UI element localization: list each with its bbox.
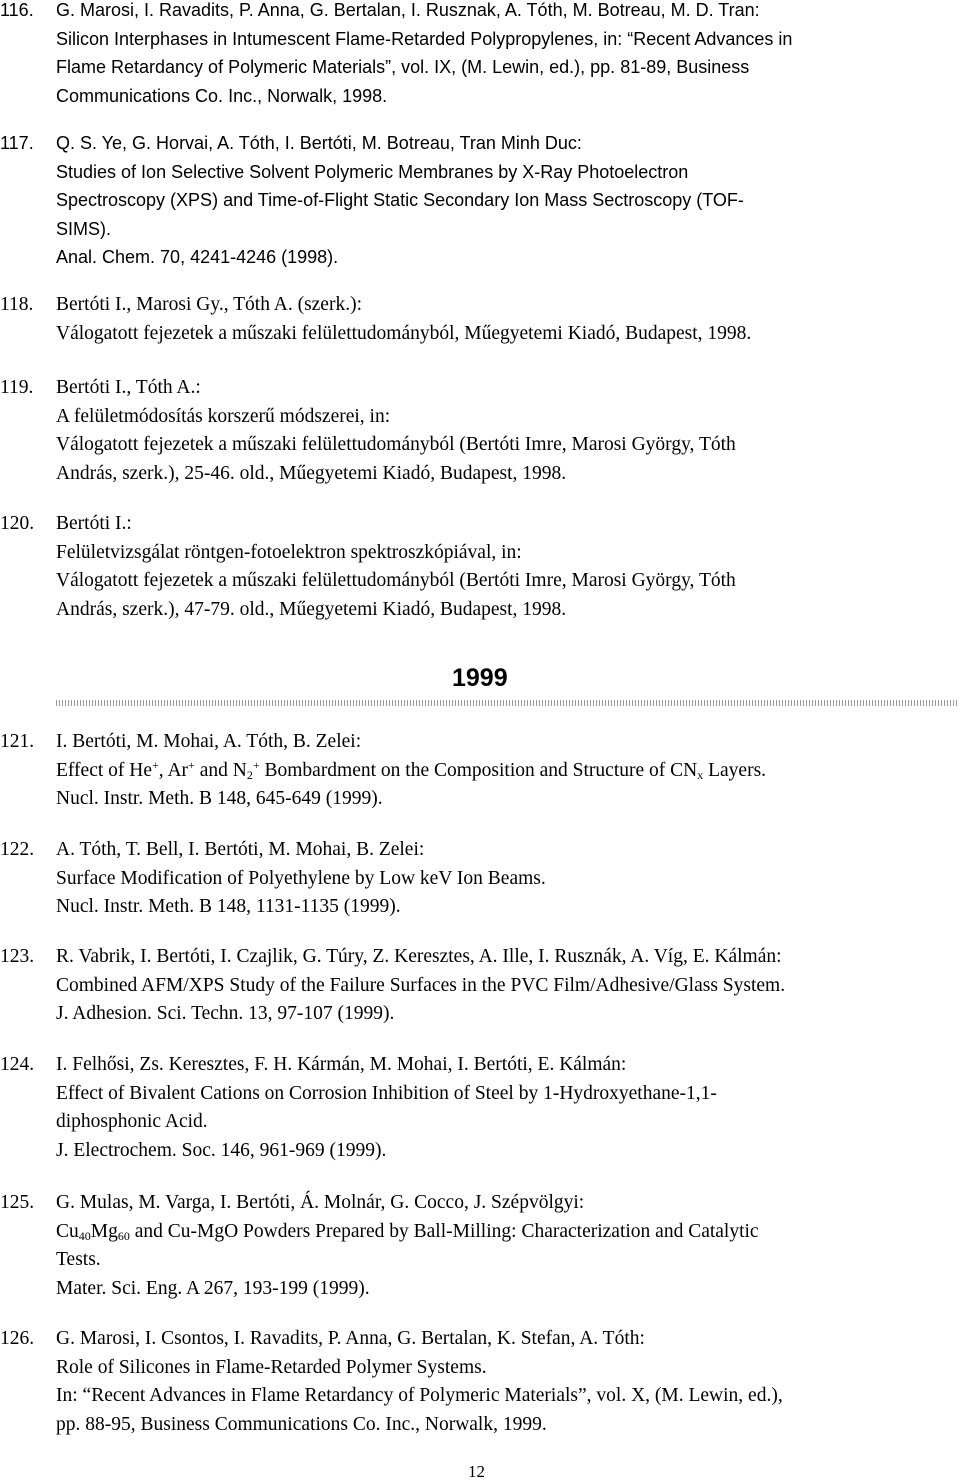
reference-number: 116. [0,0,34,20]
reference-authors: G. Marosi, I. Csontos, I. Ravadits, P. Anna, G. Bertalan, K. Stefan, A. Tóth: [56,1328,645,1349]
reference-authors: G. Marosi, I. Ravadits, P. Anna, G. Bertalan, I. Rusznak, A. Tóth, M. Botreau, M. D. Tran: [56,0,760,20]
reference-number: 122. [0,839,35,860]
section-divider [56,700,957,706]
reference-title: Surface Modification of Polyethylene by Low keV Ion Beams. [56,867,546,889]
reference-title [56,1218,959,1247]
reference-source: Nucl. Instr. Meth. B 148, 645-649 (1999). [56,788,383,809]
reference-body [56,1189,959,1303]
reference-title: Effect of Bivalent Cations on Corrosion Inhibition of Steel by 1-Hydroxyethane-1,1- [56,1082,717,1104]
reference-body [56,291,959,348]
reference-title: Spectroscopy (XPS) and Time-of-Flight Static Secondary Ion Mass Sectroscopy (TOF- [56,190,744,210]
reference-line: Communications Co. Inc., Norwalk, 1998. [56,85,388,106]
reference-number: 123. [0,946,35,967]
reference-number: 126. [0,1328,35,1349]
reference-source: pp. 88-95, Business Communications Co. Inc., Norwalk, 1999. [56,1413,547,1435]
title-part: and N [194,759,247,781]
superscript: + [188,757,195,772]
title-part: Mg [90,1220,118,1242]
superscript: + [252,757,260,772]
title-part: and Cu-MgO Powders Prepared by Ball-Milling: Characterization and Catalytic [129,1220,759,1242]
reference-title: SIMS). [56,218,112,239]
reference-title: Felületvizsgálat röntgen-fotoelektron spektroszkópiával, in: [56,541,522,563]
reference-authors: Q. S. Ye, G. Horvai, A. Tóth, I. Bertóti, M. Botreau, Tran Minh Duc: [56,133,582,153]
reference-source: In: “Recent Advances in Flame Retardancy of Polymeric Materials”, vol. X, (M. Lewin, ed.), [56,1385,783,1406]
subscript: 40 [78,1228,91,1243]
reference-source: Nucl. Instr. Meth. B 148, 1131-1135 (1999). [56,896,401,917]
title-part: Bombardment on the Composition and Structure of CN [259,759,698,781]
reference-title [56,757,959,786]
reference-title: Role of Silicones in Flame-Retarded Polymer Systems. [56,1356,487,1378]
reference-authors: R. Vabrik, I. Bertóti, I. Czajlik, G. Túry, Z. Keresztes, A. Ille, I. Rusznák, A. Víg, E. Kálmán: [56,946,782,967]
reference-source: Anal. Chem. 70, 4241-4246 (1998). [56,247,339,267]
title-part: Effect of He [56,759,153,781]
title-part: , Ar [158,759,189,781]
reference-body [56,374,959,488]
reference-number: 120. [0,513,35,534]
reference-source: Mater. Sci. Eng. A 267, 193-199 (1999). [56,1277,370,1299]
reference-line: Flame Retardancy of Polymeric Materials”, vol. IX, (M. Lewin, ed.), pp. 81-89, Business [56,57,750,77]
reference-number: 119. [0,377,34,398]
reference-number: 121. [0,731,35,752]
reference-number: 125. [0,1192,35,1213]
reference-number: 117. [0,133,34,153]
reference-title: Válogatott fejezetek a műszaki felülettudományból, Műegyetemi Kiadó, Budapest, 1998. [56,322,752,344]
reference-authors: Bertóti I., Marosi Gy., Tóth A. (szerk.): [56,294,362,315]
reference-body [56,1325,959,1439]
reference-authors: Bertóti I., Tóth A.: [56,377,201,398]
reference-authors: A. Tóth, T. Bell, I. Bertóti, M. Mohai, B. Zelei: [56,839,425,860]
reference-source: J. Adhesion. Sci. Techn. 13, 97-107 (1999). [56,1003,395,1024]
reference-body [56,129,959,272]
reference-authors: I. Bertóti, M. Mohai, A. Tóth, B. Zelei: [56,731,362,752]
reference-body [56,510,959,624]
reference-number: 118. [0,294,34,315]
title-part: Cu [56,1220,79,1242]
reference-body [56,1051,959,1165]
reference-title: Tests. [56,1249,101,1270]
reference-line: Silicon Interphases in Intumescent Flame-Retarded Polypropylenes, in: “Recent Advances in [56,28,793,49]
year-heading: 1999 [452,664,508,692]
reference-authors: Bertóti I.: [56,513,132,534]
reference-authors: I. Felhősi, Zs. Keresztes, F. H. Kármán, M. Mohai, I. Bertóti, E. Kálmán: [56,1054,627,1075]
subscript: 60 [117,1228,130,1243]
reference-number: 124. [0,1054,35,1075]
reference-body [56,728,959,814]
reference-source: András, szerk.), 25-46. old., Műegyetemi Kiadó, Budapest, 1998. [56,462,567,484]
reference-body [56,943,959,1029]
subscript: x [697,767,704,782]
reference-source: J. Electrochem. Soc. 146, 961-969 (1999). [56,1139,387,1161]
subscript: 2 [246,767,253,782]
reference-body [56,836,959,922]
reference-body [56,0,959,110]
page-number: 12 [468,1462,485,1481]
reference-title: diphosphonic Acid. [56,1111,208,1132]
title-part: Layers. [703,759,767,781]
reference-source: András, szerk.), 47-79. old., Műegyetemi Kiadó, Budapest, 1998. [56,598,567,620]
reference-source: Válogatott fejezetek a műszaki felülettudományból (Bertóti Imre, Marosi György, Tóth [56,570,736,591]
superscript: + [152,757,159,772]
reference-title: Studies of Ion Selective Solvent Polymeric Membranes by X-Ray Photoelectron [56,161,689,182]
reference-authors: G. Mulas, M. Varga, I. Bertóti, Á. Molnár, G. Cocco, J. Szépvölgyi: [56,1192,585,1213]
reference-title: Combined AFM/XPS Study of the Failure Surfaces in the PVC Film/Adhesive/Glass System. [56,974,786,996]
reference-source: Válogatott fejezetek a műszaki felülettudományból (Bertóti Imre, Marosi György, Tóth [56,434,736,455]
reference-title: A felületmódosítás korszerű módszerei, in: [56,405,391,427]
